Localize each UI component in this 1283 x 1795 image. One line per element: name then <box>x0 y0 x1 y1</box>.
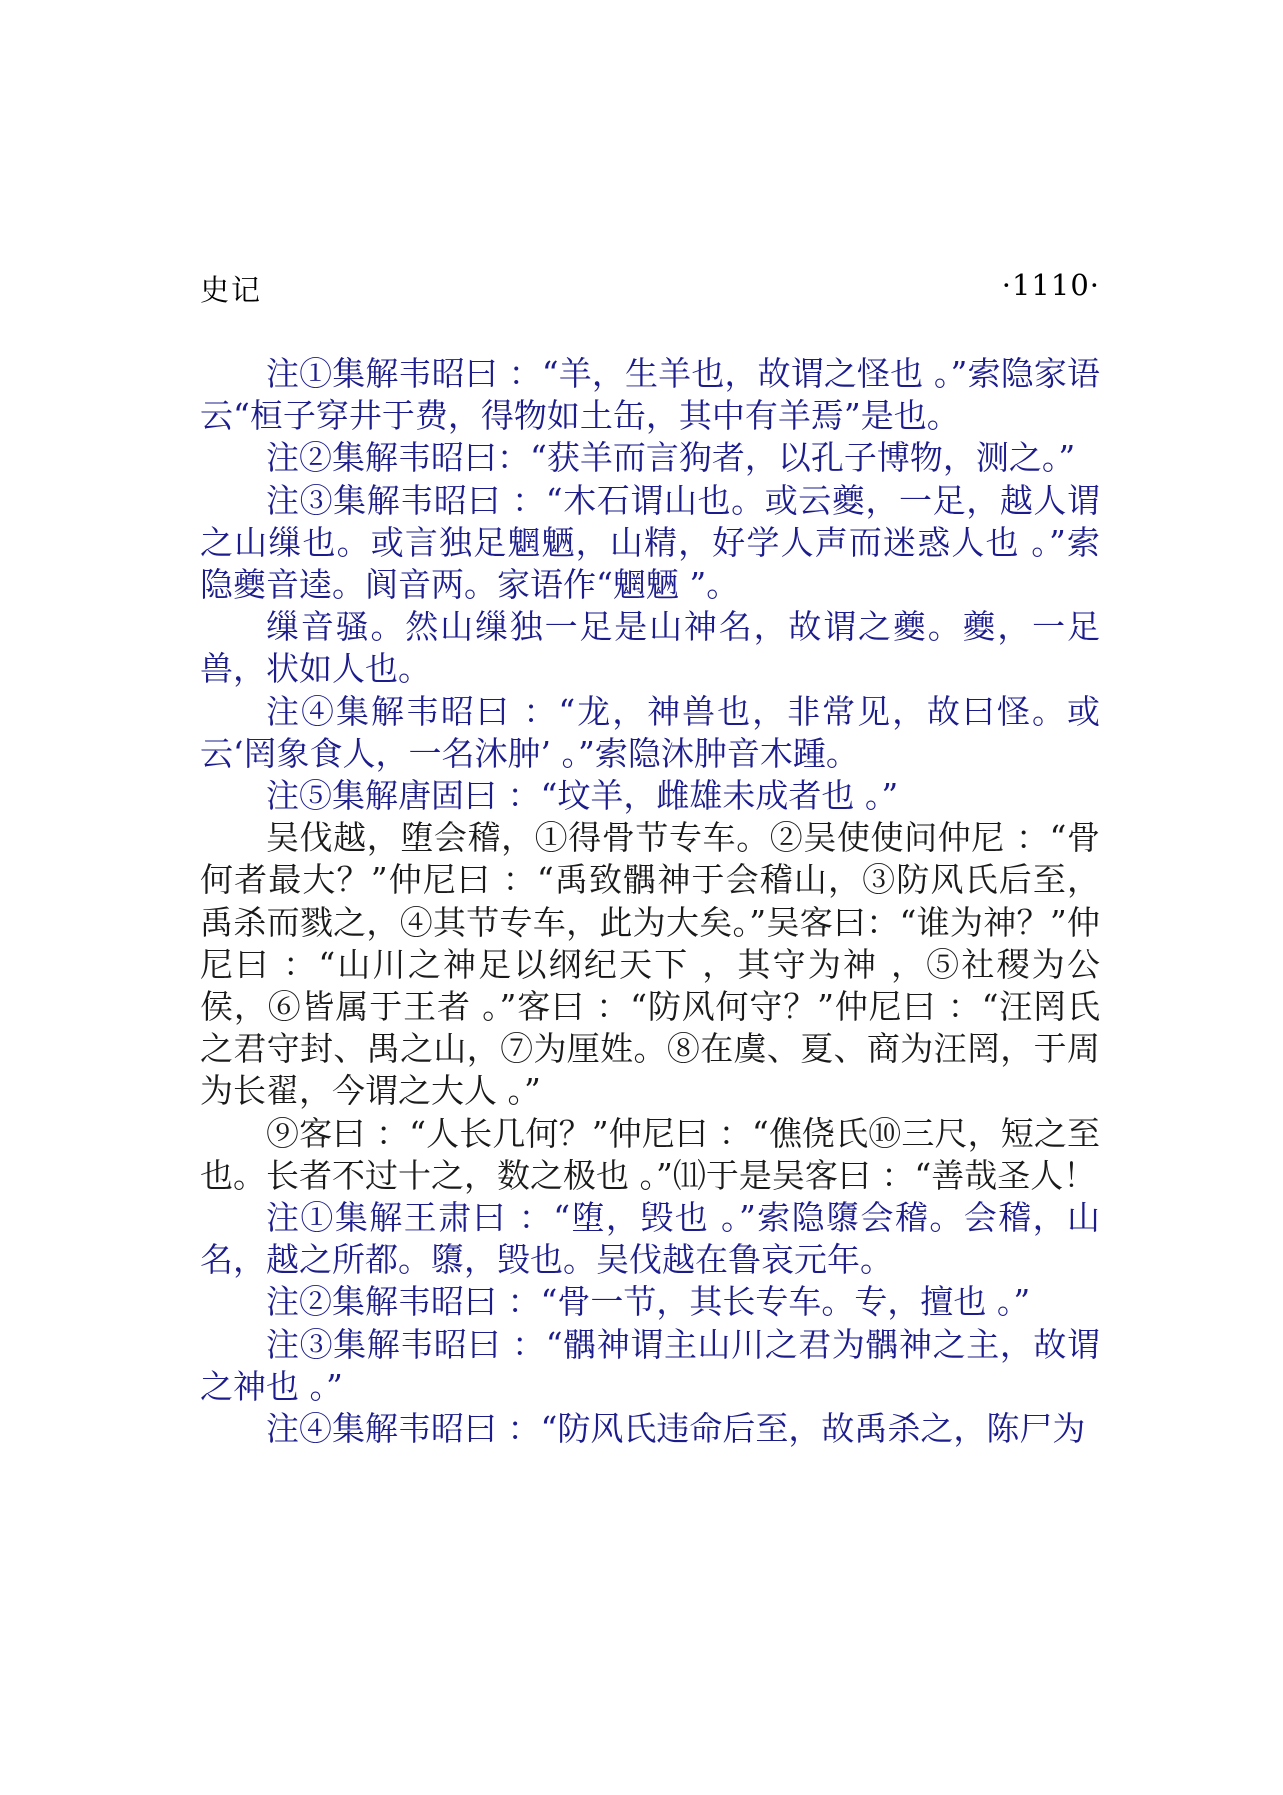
annotation-paragraph: 注④集解韦昭曰 ：“防风氏违命后至，故禹杀之，陈尸为 <box>266 1409 1086 1449</box>
annotation-paragraph: 注①集解韦昭曰 ：“羊，生羊也，故谓之怪也 。”索隐家语云“桓子穿井于费，得物如土缶，其中有羊焉”是也。 <box>200 354 1100 436</box>
book-title: 史记 <box>200 273 263 307</box>
page-body <box>200 353 1100 1450</box>
annotation-paragraph: 注①集解王肃曰 ：“堕，毁也 。”索隐隳会稽。会稽，山名，越之所都。隳，毁也。吴伐越在鲁哀元年。 <box>200 1198 1100 1280</box>
annotation-paragraph: 注②集解韦昭曰：“获羊而言狗者，以孔子博物，测之。” <box>266 438 1076 478</box>
page-number: ·1110· <box>1001 268 1100 302</box>
annotation-paragraph: 注②集解韦昭曰 ：“骨一节，其长专车。专，擅也 。” <box>266 1282 1031 1322</box>
annotation-paragraph: 缫音骚。然山缫独一足是山神名，故谓之夔。夔，一足兽，状如人也。 <box>200 607 1100 689</box>
annotation-paragraph: 注④集解韦昭曰 ：“龙，神兽也，非常见，故曰怪。或云‘罔象食人，一名沐肿’ 。”索隐沐肿音木踵。 <box>200 691 1100 773</box>
annotation-paragraph: 注③集解韦昭曰 ：“髃神谓主山川之君为髃神之主，故谓之神也 。” <box>200 1324 1100 1406</box>
annotation-paragraph: 注③集解韦昭曰 ：“木石谓山也。或云夔，一足，越人谓之山缫也。或言独足魍魉，山精，好学人声而迷惑人也 。”索隐夔音逵。阆音两。家语作“魍魉 ”。 <box>200 480 1100 605</box>
main-text-paragraph: ⑨客曰 ：“人长几何？”仲尼曰 ：“僬侥氏⑩三尺，短之至也。长者不过十之，数之极也 。”⑾于是吴客曰 ：“善哉圣人！ <box>200 1113 1100 1195</box>
main-text-paragraph: 吴伐越，堕会稽，①得骨节专车。②吴使使问仲尼 ：“骨何者最大？”仲尼曰 ：“禹致髃神于会稽山，③防风氏后至，禹杀而戮之，④其节专车，此为大矣。”吴客曰：“谁为神？”仲尼曰 ：“山川之神足以纲纪天下 ，其守为神 ，⑤社稷为公侯，⑥皆属于王者 。”客曰 ：“防风何守？”仲尼曰 ：“汪罔氏之君守封、禺之山，⑦为厘姓。⑧在虞、夏、商为汪罔，于周为长翟，今谓之大人 。” <box>200 818 1100 1111</box>
annotation-paragraph: 注⑤集解唐固曰 ：“坟羊，雌雄未成者也 。” <box>266 776 899 816</box>
page-header <box>200 268 1100 308</box>
